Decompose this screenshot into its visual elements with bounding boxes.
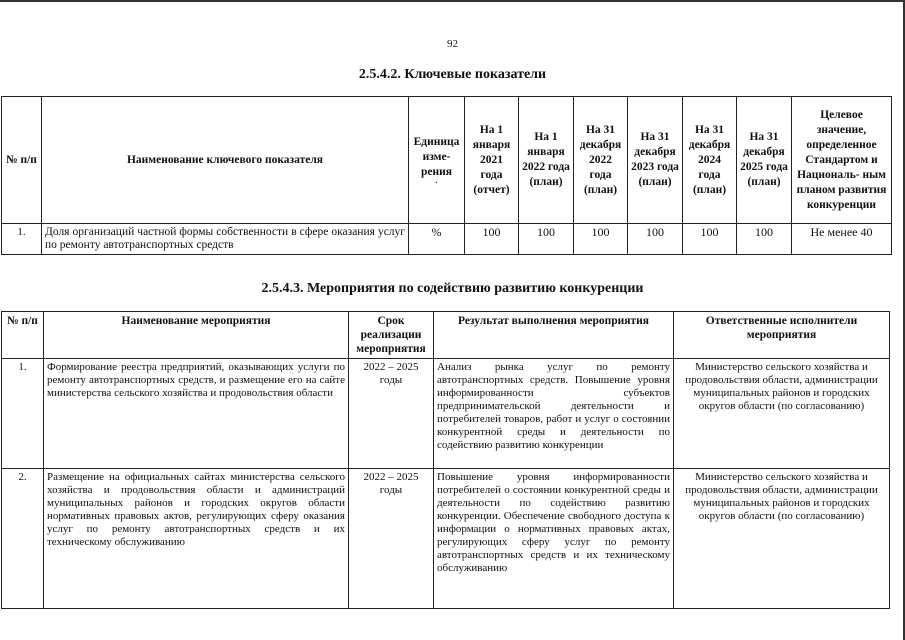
cell-2024: 100 — [683, 224, 737, 255]
cell-num: 1. — [2, 359, 44, 469]
cell-result: Повышение уровня информированности потребителей о состоянии конкурентной среды и деятельности по содействию развитию конкуренции. Обеспечение свободного доступа к информации о нормативных правовых актах, регулирующих сферу услуг по ремонту автотранспортных средств и их техническому обслуживанию — [434, 469, 674, 609]
cell-measure-name: Размещение на официальных сайтах министерства сельского хозяйства и продовольствия области и администраций муниципальных районов и городских округов области нормативных правовых актов, регулирующих сферу оказания услуг по ремонту автотранспортных средств и их техническому обслуживанию — [44, 469, 349, 609]
cell-term: 2022 – 2025 годы — [349, 469, 434, 609]
header-2025: На 31 декабря 2025 года (план) — [737, 97, 792, 224]
cell-measure-name: Формирование реестра предприятий, оказывающих услуги по ремонту автотранспортных средств, и размещение его на сайте министерства сельского хозяйства и продовольствия области — [44, 359, 349, 469]
table-row — [2, 359, 890, 469]
cell-target: Не менее 40 — [792, 224, 892, 255]
header-measure-name: Наименование мероприятия — [44, 312, 349, 359]
table-header-row — [2, 97, 892, 224]
table-row — [2, 224, 892, 255]
page-number: 92 — [447, 38, 458, 50]
header-indicator-name: Наименование ключевого показателя — [42, 97, 409, 224]
cell-num: 2. — [2, 469, 44, 609]
cell-responsible: Министерство сельского хозяйства и продовольствия области, администрации муниципальных районов и городских округов области (по согласованию) — [674, 469, 890, 609]
header-2022-dec: На 31 декабря 2022 года (план) — [574, 97, 628, 224]
header-2023: На 31 декабря 2023 года (план) — [628, 97, 683, 224]
header-2024: На 31 декабря 2024 года (план) — [683, 97, 737, 224]
header-num: № п/п — [2, 97, 42, 224]
cell-2025: 100 — [737, 224, 792, 255]
cell-num: 1. — [2, 224, 42, 255]
section-title-key-indicators: 2.5.4.2. Ключевые показатели — [358, 67, 547, 82]
measures-table — [1, 311, 890, 609]
cell-2021: 100 — [465, 224, 519, 255]
cell-term: 2022 – 2025 годы — [349, 359, 434, 469]
header-result: Результат выполнения мероприятия — [434, 312, 674, 359]
header-target: Целевое значение, определенное Стандартом и Националь- ным планом развития конкуренции — [792, 97, 892, 224]
table-row — [2, 469, 890, 609]
header-2021: На 1 января 2021 года (отчет) — [465, 97, 519, 224]
cell-2023: 100 — [628, 224, 683, 255]
header-term: Срок реализации мероприятия — [349, 312, 434, 359]
top-border-line — [0, 0, 905, 2]
cell-indicator-name: Доля организаций частной формы собственности в сфере оказания услуг по ремонту автотранспортных средств — [42, 224, 409, 255]
table-header-row — [2, 312, 890, 359]
cell-2022-dec: 100 — [574, 224, 628, 255]
key-indicators-table — [1, 96, 892, 255]
cell-result: Анализ рынка услуг по ремонту автотранспортных средств. Повышение уровня информированности субъектов предпринимательской деятельности и потребителей товаров, работ и услуг о состоянии конкурентной среды и деятельности по содействию развитию конкуренции — [434, 359, 674, 469]
cell-unit: % — [409, 224, 465, 255]
header-unit: Единица изме- рения · — [409, 97, 465, 224]
header-num: № п/п — [2, 312, 44, 359]
cell-responsible: Министерство сельского хозяйства и продовольствия области, администрации муниципальных районов и городских округов области (по согласованию) — [674, 359, 890, 469]
section-title-measures: 2.5.4.3. Мероприятия по содействию развитию конкуренции — [261, 281, 644, 296]
header-2022-jan: На 1 января 2022 года (план) — [519, 97, 574, 224]
header-responsible: Ответственные исполнители мероприятия — [674, 312, 890, 359]
cell-2022-jan: 100 — [519, 224, 574, 255]
